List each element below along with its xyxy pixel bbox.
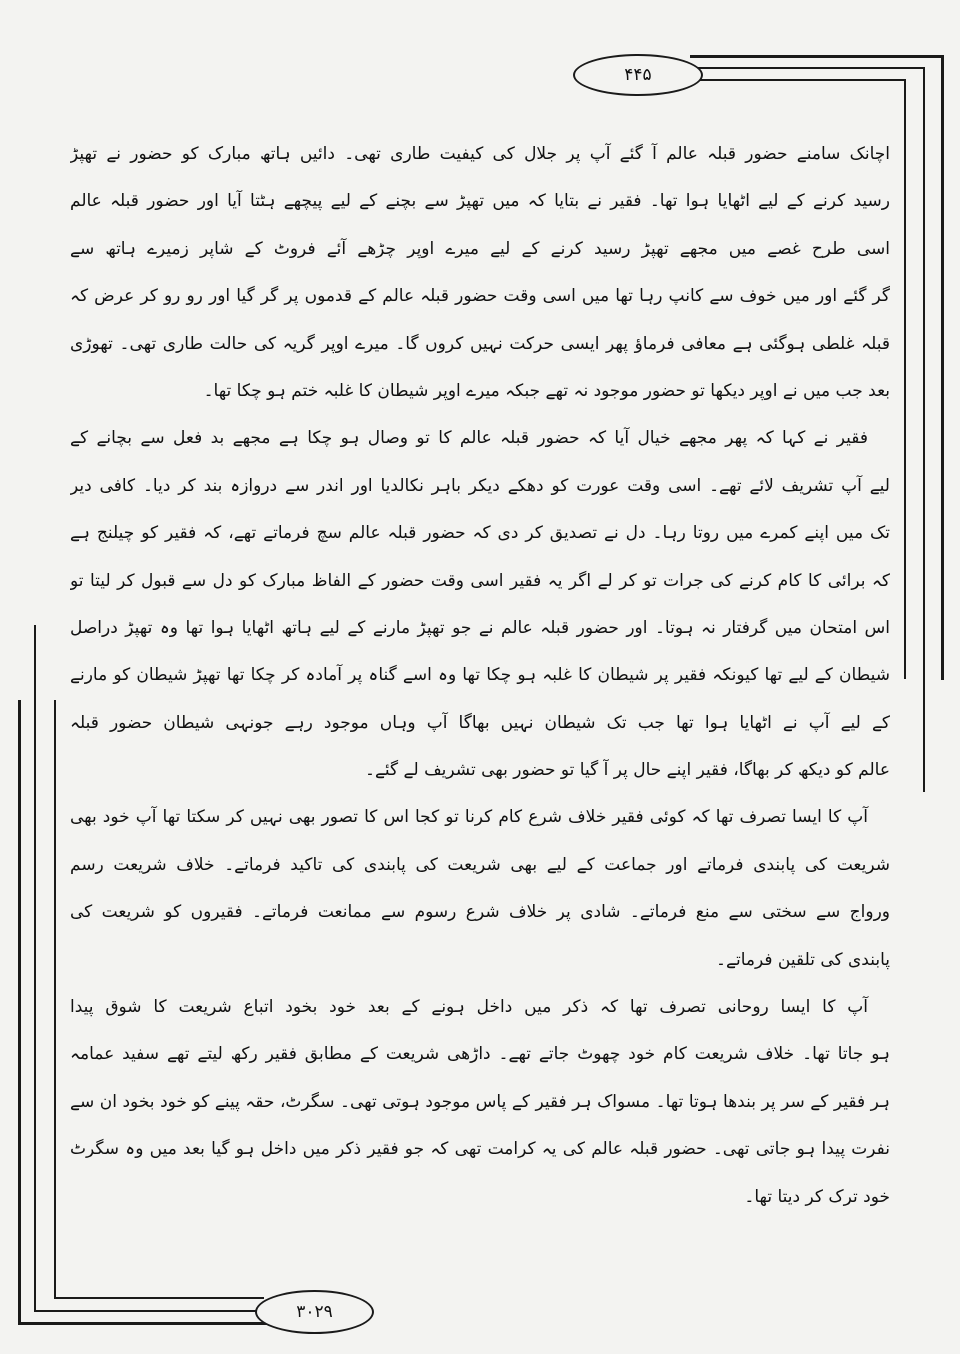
text-line: لیے آپ تشریف لائے تھے۔ اسی وقت عورت کو دھکے دیکر باہر نکالدیا اور اندر سے دروازہ بند کر دیا۔ کافی دیر — [70, 475, 890, 496]
text-line: عالم کو دیکھ کر بھاگا، فقیر اپنے حال پر آ گیا تو حضور بھی تشریف لے گئے۔ — [364, 760, 890, 781]
frame-line — [34, 625, 36, 1312]
text-line: اس امتحان میں گرفتار نہ ہوتا۔ اور حضور قبلہ عالم نے جو تھپڑ مارنے کے لیے ہاتھ اٹھایا ہوا تھا وہ تھپڑ دراصل — [70, 617, 890, 638]
text-line: نفرت پیدا ہو جاتی تھی۔ حضور قبلہ عالم کی یہ کرامت تھی کہ جو فقیر ذکر میں داخل ہو گیا بعد میں وہ سگرٹ — [70, 1139, 890, 1160]
frame-line — [54, 1297, 264, 1299]
frame-line — [18, 1322, 268, 1325]
text-line: آپ کا ایسا تصرف تھا کہ کوئی فقیر خلاف شرع کام کرنا تو کجا اس کا تصور بھی نہیں کر سکتا تھا آپ خود بھی — [70, 807, 868, 828]
text-line: بعد جب میں نے اوپر دیکھا تو حضور موجود نہ تھے جبکہ میرے اوپر شیطان کا غلبہ ختم ہو چکا تھا۔ — [203, 380, 890, 401]
text-line: رسید کرنے کے لیے اٹھایا ہوا تھا۔ فقیر نے بتایا کہ میں تھپڑ سے بچنے کے لیے پیچھے ہٹتا آیا اور حضور قبلہ عالم — [70, 191, 890, 212]
frame-line — [34, 1310, 259, 1312]
text-line: ورواج سے سختی سے منع فرماتے۔ شادی پر خلاف شرع رسوم سے ممانعت فرماتے۔ فقیروں کو شریعت کی — [70, 902, 890, 923]
frame-line — [690, 79, 906, 81]
frame-line — [941, 55, 944, 680]
page-number-bottom: ۳۰۲۹ — [255, 1290, 374, 1334]
text-line: ہر فقیر کے سر پر بندھا ہوتا تھا۔ مسواک ہر فقیر کے پاس موجود ہوتی تھی۔ سگرٹ، حقہ پینے کو خود بخود ان سے — [70, 1091, 890, 1112]
text-line: اسی طرح غصے میں مجھے تھپڑ رسید کرنے کے لیے میرے اوپر چڑھے آئے فروٹ کے شاپر زمیرے ہاتھ سے — [70, 238, 890, 259]
frame-line — [18, 700, 21, 1324]
text-line: اچانک سامنے حضور قبلہ عالم آ گئے آپ پر جلال کی کیفیت طاری تھی۔ دائیں ہاتھ مبارک کو حضور نے تھپڑ — [70, 144, 890, 164]
text-line: آپ کا ایسا روحانی تصرف تھا کہ ذکر میں داخل ہونے کے بعد خود بخود اتباع شریعت کا شوق پیدا — [70, 997, 868, 1018]
frame-line — [904, 79, 906, 679]
text-line: گر گئے اور میں خوف سے کانپ رہا تھا میں اسی وقت حضور قبلہ عالم کے قدموں پر گر گیا اور رو رو کر عرض کہ — [70, 286, 890, 307]
text-line: شیطان کے لیے تھا کیونکہ فقیر پر شیطان کا غلبہ ہو چکا تھا وہ اسے گناہ پر آمادہ کر چکا تھا تھپڑ شیطان کو مارنے — [70, 665, 890, 686]
text-line: کہ برائی کا کام کرنے کی جرات تو کر لے اگر یہ فقیر اسی وقت حضور کے الفاظ مبارک کو دل سے قبول کر لیتا تو — [70, 570, 890, 591]
text-line: قبلہ غلطی ہوگئی ہے معافی فرماؤ پھر ایسی حرکت نہیں کروں گا۔ میرے اوپر گریہ کی حالت طاری تھی۔ تھوڑی — [70, 333, 890, 354]
text-line: پابندی کی تلقین فرماتے۔ — [716, 949, 890, 970]
text-line: فقیر نے کہا کہ پھر مجھے خیال آیا کہ حضور قبلہ عالم کا تو وصال ہو چکا ہے مجھے بد فعل سے بچانے کے — [70, 428, 868, 449]
page-number-top: ۴۴۵ — [573, 54, 703, 96]
text-line: شریعت کی پابندی فرماتے اور جماعت کے لیے بھی شریعت کی پابندی کی تاکید فرماتے۔ خلاف شریعت رسم — [70, 854, 890, 875]
frame-line — [695, 67, 925, 69]
body-text — [70, 131, 890, 1221]
text-line: تک میں اپنے کمرے میں روتا رہا۔ دل نے تصدیق کر دی کہ حضور قبلہ عالم سچ فرماتے تھے، کہ فقیر کو چیلنج ہے — [70, 523, 890, 544]
text-line: ہو جاتا تھا۔ خلاف شریعت کام خود چھوٹ جاتے تھے۔ داڑھی شریعت کے مطابق فقیر رکھ لیتے تھے سفید عمامہ — [70, 1044, 890, 1065]
text-line: کے لیے آپ نے اٹھایا ہوا تھا جب تک شیطان نہیں بھاگا آپ وہاں موجود رہے جونہی شیطان حضور قبلہ — [70, 712, 890, 733]
text-line: خود ترک کر دیتا تھا۔ — [744, 1186, 890, 1207]
frame-line — [923, 67, 925, 792]
frame-line — [690, 55, 944, 58]
frame-line — [54, 700, 56, 1298]
